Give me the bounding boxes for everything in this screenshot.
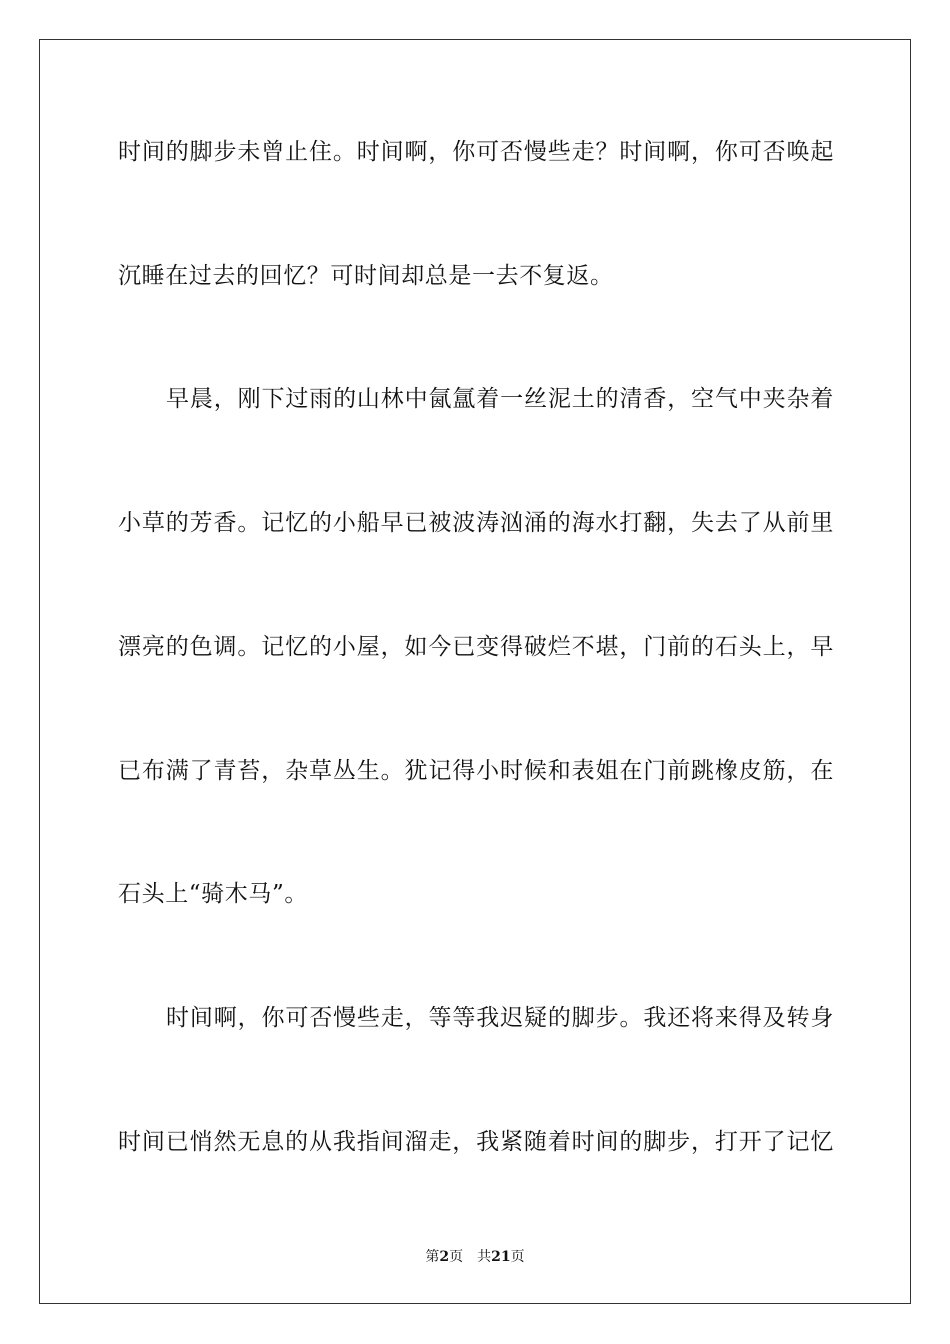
paragraph-line-9: 时间已悄然无息的从我指间溜走，我紧随着时间的脚步，打开了记忆 — [118, 1129, 834, 1155]
paragraph-line-2: 沉睡在过去的回忆？可时间却总是一去不复返。 — [118, 263, 614, 289]
paragraph-line-1: 时间的脚步未曾止住。时间啊，你可否慢些走？时间啊，你可否唤起 — [118, 139, 834, 165]
total-pages: 21 — [491, 1249, 511, 1265]
paragraph-line-5: 漂亮的色调。记忆的小屋，如今已变得破烂不堪，门前的石头上，早 — [118, 634, 834, 660]
paragraph-line-8: 时间啊，你可否慢些走，等等我迟疑的脚步。我还将来得及转身 — [166, 1005, 834, 1031]
page-footer — [0, 1248, 950, 1266]
page-prefix: 第 — [425, 1249, 440, 1265]
paragraph-line-6: 已布满了青苔，杂草丛生。犹记得小时候和表姐在门前跳橡皮筋，在 — [118, 758, 834, 784]
total-suffix: 页 — [510, 1249, 525, 1265]
total-prefix: 共 — [477, 1249, 492, 1265]
page-number: 2 — [439, 1249, 450, 1265]
page-suffix: 页 — [449, 1249, 464, 1265]
page-border — [39, 39, 911, 1304]
paragraph-line-4: 小草的芳香。记忆的小船早已被波涛汹涌的海水打翻，失去了从前里 — [118, 510, 834, 536]
paragraph-line-3: 早晨，刚下过雨的山林中氤氲着一丝泥土的清香，空气中夹杂着 — [166, 386, 834, 412]
paragraph-line-7: 石头上“骑木马”。 — [118, 881, 308, 907]
